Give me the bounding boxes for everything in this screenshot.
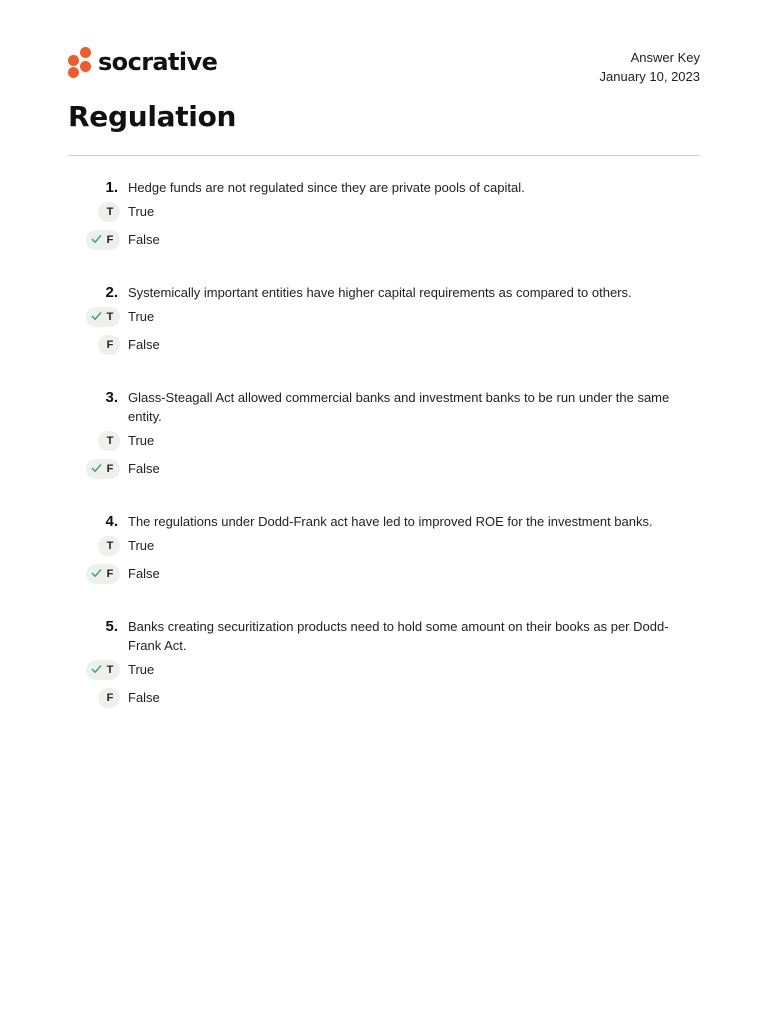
logo-wordmark: socrative — [98, 48, 218, 76]
question-list — [86, 178, 700, 741]
document-meta — [600, 48, 700, 86]
option-letter: T — [106, 434, 114, 447]
question-header — [86, 617, 700, 655]
option-badge — [86, 201, 120, 223]
option-label: True — [128, 662, 155, 677]
header-divider — [68, 155, 700, 156]
question-header — [86, 512, 700, 531]
option-letter: F — [106, 462, 114, 475]
option-badge — [86, 458, 120, 480]
option-badge — [86, 306, 120, 328]
question-text: Banks creating securitization products need to hold some amount on their books as per Dodd-Frank Act. — [128, 619, 669, 653]
question-number: 2. — [105, 284, 118, 301]
question-item — [86, 512, 700, 587]
page-title: Regulation — [68, 100, 237, 133]
question-item — [86, 283, 700, 358]
question-header — [86, 283, 700, 302]
answer-option — [86, 532, 700, 559]
question-item — [86, 388, 700, 482]
option-badge — [86, 659, 120, 681]
answer-option-correct — [86, 656, 700, 683]
answer-option — [86, 198, 700, 225]
document-type: Answer Key — [630, 50, 700, 65]
option-badge — [86, 535, 120, 557]
question-header — [86, 178, 700, 197]
question-item — [86, 617, 700, 711]
answer-option — [86, 427, 700, 454]
option-letter: T — [106, 663, 114, 676]
option-label: False — [128, 337, 160, 352]
question-text: The regulations under Dodd-Frank act have led to improved ROE for the investment banks. — [128, 514, 653, 529]
question-number: 4. — [105, 513, 118, 530]
answer-option-correct — [86, 303, 700, 330]
option-badge — [86, 229, 120, 251]
answer-option — [86, 331, 700, 358]
option-letter: T — [106, 310, 114, 323]
socrative-logo — [68, 46, 217, 78]
option-label: True — [128, 538, 155, 553]
question-number: 5. — [105, 618, 118, 635]
question-text: Systemically important entities have higher capital requirements as compared to others. — [128, 285, 632, 300]
answer-option-correct — [86, 560, 700, 587]
option-label: False — [128, 690, 160, 705]
option-badge — [86, 563, 120, 585]
option-letter: T — [106, 539, 114, 552]
option-letter: T — [106, 205, 114, 218]
option-badge — [86, 687, 120, 709]
question-number: 1. — [105, 179, 118, 196]
option-label: False — [128, 566, 160, 581]
option-letter: F — [106, 567, 114, 580]
option-label: True — [128, 433, 155, 448]
document-date: January 10, 2023 — [599, 69, 700, 84]
option-label: True — [128, 309, 155, 324]
page-header — [68, 44, 700, 84]
option-label: False — [128, 461, 160, 476]
option-letter: F — [106, 338, 114, 351]
option-badge — [86, 430, 120, 452]
option-label: False — [128, 232, 160, 247]
option-letter: F — [106, 233, 114, 246]
answer-option — [86, 684, 700, 711]
option-label: True — [128, 204, 155, 219]
answer-option-correct — [86, 455, 700, 482]
logo-dots-icon — [68, 46, 92, 78]
option-badge — [86, 334, 120, 356]
question-text: Hedge funds are not regulated since they are private pools of capital. — [128, 180, 525, 195]
question-item — [86, 178, 700, 253]
option-letter: F — [106, 691, 114, 704]
question-text: Glass-Steagall Act allowed commercial banks and investment banks to be run under the same entity. — [128, 390, 670, 424]
question-number: 3. — [105, 389, 118, 406]
answer-option-correct — [86, 226, 700, 253]
question-header — [86, 388, 700, 426]
